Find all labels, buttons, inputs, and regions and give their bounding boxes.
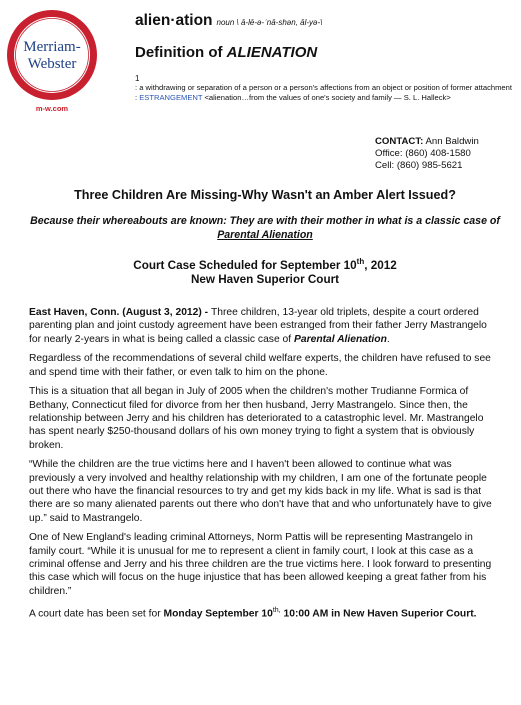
logo-line1: Merriam-: [23, 39, 81, 55]
contact-office: Office: (860) 408-1580: [375, 148, 471, 159]
contact-label: CONTACT:: [375, 136, 424, 147]
paragraph-2: Regardless of the recommendations of several child welfare experts, the children have refused to see and spend time with their father, or even talk to him on the phone.: [29, 353, 491, 378]
logo-line2: Webster: [27, 56, 77, 72]
definition-example: <alienation…from the values of one's society and family — S. L. Halleck>: [202, 93, 451, 102]
paragraph-6-text: A court date has been set for: [29, 608, 164, 620]
paragraph-3: This is a situation that all began in July of 2005 when the children's mother Trudianne Formica of Bethany, Connecticut filed for divorce from her then husband, Jerry Mastrangelo. Since then, the relationship between Jerry and his children has deteriorated to a catastrophic level. Mr. Mastrangelo has spent nearly $250-thousand dollars of his own money trying to fight a system that is obviously broken.: [29, 386, 484, 451]
court-date-block: [25, 255, 505, 287]
subheadline: [25, 215, 505, 242]
definition-title-prefix: Definition of: [135, 44, 223, 61]
contact-name: Ann Baldwin: [423, 136, 479, 147]
contact-block: [375, 136, 479, 172]
paragraph-1-emphasis: Parental Alienation: [293, 333, 387, 345]
definition-body: : a withdrawing or separation of a person or a person's affections from an object or position of former attachment :: [135, 83, 512, 102]
court-line1-a: Court Case Scheduled for September 10: [133, 258, 357, 272]
paragraph-1-end: .: [386, 333, 390, 345]
contact-cell: Cell: (860) 985-5621: [375, 160, 463, 171]
paragraph-6: [29, 604, 499, 621]
definition-title-word: ALIENATION: [226, 44, 318, 61]
paragraph-4: “While the children are the true victims here and I haven't been allowed to continue what was previously a very involved and healthy relationship with my children, I am one of the fortunate people out there who have the financial resources to try and get my kids back in my life. What is sad is that there are so many alienated parents out there who don't have that and who unfortunately have to give up.” said to Mastrangelo.: [29, 459, 492, 524]
press-release-body: [29, 306, 499, 628]
merriam-webster-logo: [6, 9, 98, 113]
headword-line: [135, 12, 515, 30]
definition-title: [135, 44, 515, 61]
paragraph-1: [29, 306, 499, 346]
court-date-sup: th,: [272, 607, 281, 615]
paragraph-5: One of New England's leading criminal Attorneys, Norm Pattis will be representing Mastrangelo in family court. “While it is unusual for me to represent a client in family court, I look at this case as a criminal offense and Jerry and his three children are the true victims here. I look forward to presenting this case which will focus on the huge injustice that has been allowed keeping a great father from his children.”: [29, 532, 492, 597]
logo-seal: [6, 9, 98, 101]
subheadline-text: Because their whereabouts are known: They are with their mother in what is a classic case of: [30, 215, 500, 227]
sense-number: 1: [135, 74, 140, 83]
court-date-bold-a: Monday September 10: [163, 608, 273, 620]
definition-text: [135, 83, 515, 103]
pronunciation: noun \ ā-lē-ə-ˈnā-shən, āl-yə-\: [216, 18, 323, 27]
logo-url: m-w.com: [35, 104, 69, 113]
estrangement-link[interactable]: ESTRANGEMENT: [139, 93, 203, 102]
dictionary-header: [135, 12, 515, 103]
paragraph-1-text: Three children, 13-year old triplets, despite a court ordered parenting plan and joint custody agreement have been estranged from their father Jerry Mastrangelo for nearly 2-years in what is being called a classic case of: [29, 307, 487, 345]
headline: Three Children Are Missing-Why Wasn't an Amber Alert Issued?: [74, 188, 456, 202]
court-line2: New Haven Superior Court: [190, 272, 340, 286]
court-date-bold-b: 10:00 AM in New Haven Superior Court.: [280, 608, 477, 620]
parental-alienation-link: Parental Alienation: [217, 228, 313, 241]
court-line1-b: , 2012: [364, 258, 397, 272]
dateline: East Haven, Conn. (August 3, 2012) -: [29, 307, 211, 318]
headword: alien·ation: [135, 12, 213, 29]
court-line1-sup: th: [356, 257, 365, 266]
